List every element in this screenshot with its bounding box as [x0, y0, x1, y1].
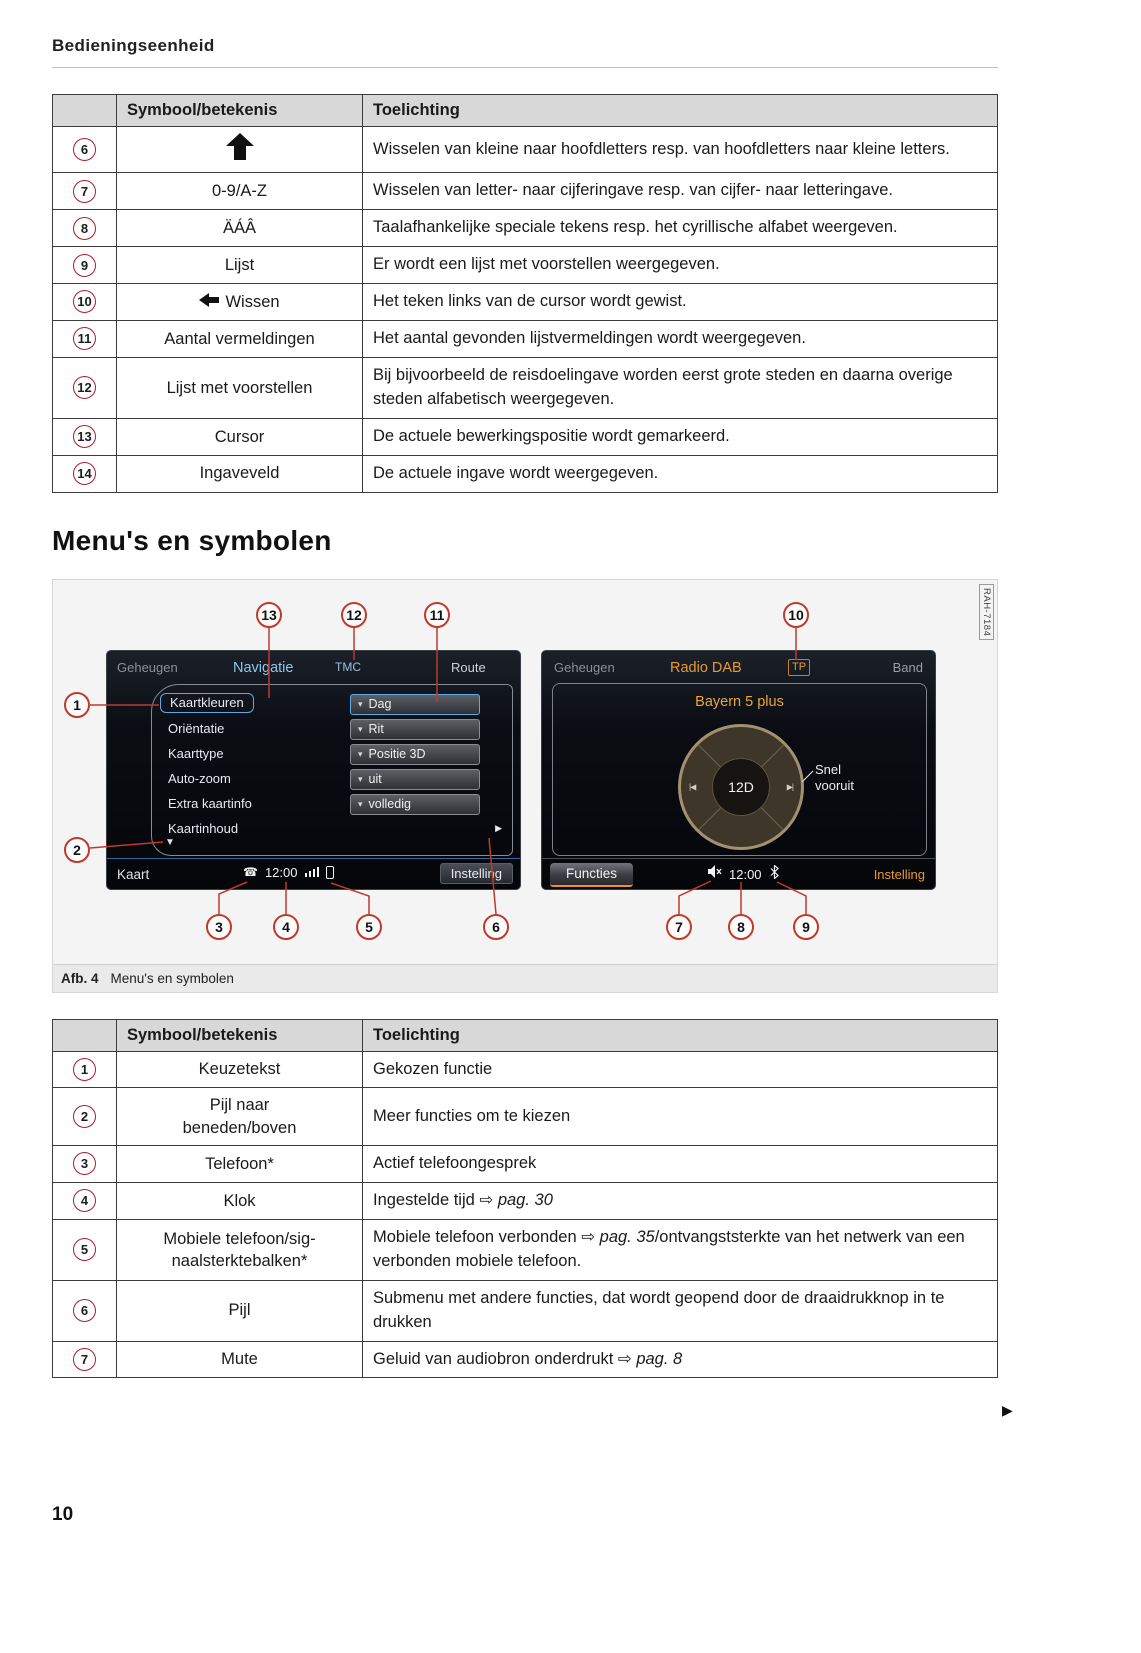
symbol-cell: Cursor — [117, 418, 363, 455]
header-explanation: Toelichting — [363, 95, 998, 127]
table-row — [53, 1341, 998, 1378]
symbol-cell: Pijl — [117, 1280, 363, 1341]
item-number: 6 — [73, 138, 96, 161]
previous-track-icon — [689, 782, 695, 791]
shift-up-arrow-icon — [225, 146, 255, 164]
callout-1: 1 — [64, 692, 90, 718]
callout-12: 12 — [341, 602, 367, 628]
item-number: 8 — [73, 217, 96, 240]
table-header-row — [53, 1019, 998, 1051]
menu-label: Extra kaartinfo — [168, 795, 252, 811]
explanation-cell: De actuele ingave wordt weergegeven. — [363, 455, 998, 492]
item-number: 9 — [73, 254, 96, 277]
tab-geheugen: Geheugen — [117, 659, 178, 675]
header-symbol: Symbool/betekenis — [117, 1019, 363, 1051]
symbol-cell: Mobiele telefoon/sig-naalsterktebalken* — [117, 1219, 363, 1280]
status-cluster — [243, 865, 334, 880]
tab-route: Route — [451, 659, 486, 675]
submenu-arrow-icon — [495, 823, 502, 834]
mute-icon — [708, 865, 722, 883]
header-explanation: Toelichting — [363, 1019, 998, 1051]
table-row — [53, 418, 998, 455]
symbol-label: Wissen — [225, 292, 280, 311]
explanation-text: /ontvangststerkte van het netwerk van een verbonden mobiele telefoon. — [373, 1227, 965, 1270]
symbol-cell: Lijst — [117, 247, 363, 284]
softkey-instelling: Instelling — [873, 866, 925, 882]
figure-caption-text: Menu's en symbolen — [110, 970, 234, 986]
callout-4: 4 — [273, 914, 299, 940]
scroll-down-arrow-icon — [165, 837, 175, 848]
station-name: Bayern 5 plus — [695, 693, 784, 710]
tab-tmc: TMC — [335, 659, 361, 674]
table-row — [53, 357, 998, 418]
menu-value-dropdown: ▾ volledig — [350, 794, 480, 815]
continuation-arrow-icon: ▶ — [1002, 1402, 1013, 1418]
header-empty — [53, 95, 117, 127]
callout-8: 8 — [728, 914, 754, 940]
mmi-radio-screen — [541, 650, 936, 890]
table-row — [53, 210, 998, 247]
symbol-cell: ÄÁÂ — [117, 210, 363, 247]
page-content — [52, 36, 998, 1378]
table-row — [53, 173, 998, 210]
section-title: Menu's en symbolen — [52, 524, 332, 556]
header-empty — [53, 1019, 117, 1051]
symbol-cell: Klok — [117, 1182, 363, 1219]
table-row — [53, 1182, 998, 1219]
menu-label: Auto-zoom — [168, 770, 231, 786]
item-number: 14 — [73, 462, 96, 485]
tab-band: Band — [892, 659, 923, 675]
menu-row — [152, 768, 512, 793]
item-number: 11 — [73, 327, 96, 350]
softkey-instelling: Instelling — [440, 863, 513, 884]
item-number: 13 — [73, 425, 96, 448]
explanation-text: Gekozen functie — [373, 1059, 493, 1078]
menu-label: Oriëntatie — [168, 720, 225, 736]
callout-5: 5 — [356, 914, 382, 940]
symbol-cell: Mute — [117, 1341, 363, 1378]
table-row — [53, 320, 998, 357]
callout-7: 7 — [666, 914, 692, 940]
menu-value-dropdown: ▾ Dag — [350, 694, 480, 715]
callout-3: 3 — [206, 914, 232, 940]
explanation-text: Meer functies om te kiezen — [373, 1106, 571, 1125]
symbol-cell: 0-9/A-Z — [117, 173, 363, 210]
callout-9: 9 — [793, 914, 819, 940]
symbols-table-2 — [52, 1019, 998, 1379]
tp-badge: TP — [788, 659, 810, 676]
explanation-text: Ingestelde tijd ⇨ — [373, 1190, 498, 1209]
item-number: 6 — [73, 1299, 96, 1322]
callout-11: 11 — [424, 602, 450, 628]
figure-menus-symbols — [52, 579, 998, 993]
explanation-text: Geluid van audiobron onderdrukt ⇨ — [373, 1349, 637, 1368]
item-number: 7 — [73, 180, 96, 203]
menu-row — [152, 743, 512, 768]
menu-row-selected — [152, 693, 512, 718]
page-number: 10 — [52, 1504, 74, 1525]
callout-2: 2 — [64, 837, 90, 863]
rotary-knob — [678, 724, 804, 850]
menu-label: Kaarttype — [168, 745, 224, 761]
item-number: 2 — [73, 1105, 96, 1128]
explanation-text: Actief telefoongesprek — [373, 1154, 537, 1173]
next-track-icon — [787, 782, 793, 791]
menu-row — [152, 818, 512, 843]
symbol-cell: Lijst met voorstellen — [117, 357, 363, 418]
header-symbol: Symbool/betekenis — [117, 95, 363, 127]
clock-display: 12:00 — [264, 864, 298, 880]
explanation-cell: Bij bijvoorbeeld de reisdoelingave worden eerst grote steden en daarna overige steden alfabetisch weergegeven. — [363, 357, 998, 418]
item-number: 7 — [73, 1348, 96, 1371]
page-reference: pag. 30 — [497, 1190, 553, 1209]
callout-13: 13 — [256, 602, 282, 628]
mobile-phone-icon — [326, 866, 334, 879]
explanation-cell: Taalafhankelijke speciale tekens resp. het cyrillische alfabet weergeven. — [363, 210, 998, 247]
symbol-label: Pijl naar beneden/boven — [182, 1096, 297, 1137]
table-row — [53, 247, 998, 284]
explanation-cell: Wisselen van letter- naar cijferingave resp. van cijfer- naar letteringave. — [363, 173, 998, 210]
explanation-cell: Er wordt een lijst met voorstellen weergegeven. — [363, 247, 998, 284]
table-header-row — [53, 95, 998, 127]
knob-pointer-label: Snel vooruit — [815, 761, 855, 794]
menu-label: Kaartkleuren — [160, 693, 254, 713]
explanation-text: Submenu met andere functies, dat wordt geopend door de draaidrukknop in te drukken — [373, 1288, 945, 1331]
callout-10: 10 — [783, 602, 809, 628]
item-number: 1 — [73, 1058, 96, 1081]
item-number: 4 — [73, 1189, 96, 1212]
preset-label: 12D — [712, 758, 770, 816]
symbol-cell: Keuzetekst — [117, 1051, 363, 1088]
symbol-cell: Ingaveveld — [117, 455, 363, 492]
explanation-cell: Het teken links van de cursor wordt gewist. — [363, 284, 998, 321]
table-row — [53, 284, 998, 321]
page-title: Bedieningseenheid — [52, 36, 998, 68]
phone-icon — [243, 865, 258, 879]
clock-display: 12:00 — [729, 866, 762, 882]
table-row — [53, 1088, 998, 1146]
menu-value-dropdown: ▾ uit — [350, 769, 480, 790]
figure-canvas — [53, 580, 997, 964]
table-row — [53, 1146, 998, 1183]
status-cluster — [708, 865, 780, 884]
page-reference: pag. 8 — [636, 1349, 683, 1368]
symbol-cell: Telefoon* — [117, 1146, 363, 1183]
table-row — [53, 1219, 998, 1280]
menu-row — [152, 793, 512, 818]
page-reference: pag. 35 — [599, 1227, 655, 1246]
mmi-navigation-screen — [106, 650, 521, 890]
radio-panel — [552, 683, 927, 856]
tab-radio-dab-active: Radio DAB — [670, 659, 742, 676]
delete-left-arrow-icon — [199, 291, 219, 313]
figure-caption-label: Afb. 4 — [61, 970, 99, 986]
explanation-cell: Wisselen van kleine naar hoofdletters resp. van hoofdletters naar kleine letters. — [363, 127, 998, 173]
item-number: 5 — [73, 1238, 96, 1261]
table-row — [53, 1051, 998, 1088]
explanation-cell: Het aantal gevonden lijstvermeldingen wordt weergegeven. — [363, 320, 998, 357]
explanation-cell: De actuele bewerkingspositie wordt gemarkeerd. — [363, 418, 998, 455]
table-row — [53, 127, 998, 173]
radio-bottom-bar — [542, 858, 935, 889]
explanation-text: Mobiele telefoon verbonden ⇨ — [373, 1227, 600, 1246]
nav-bottom-bar — [107, 858, 520, 889]
symbols-table-1 — [52, 94, 998, 493]
figure-caption — [53, 964, 997, 992]
menu-value-dropdown: ▾ Positie 3D — [350, 744, 480, 765]
menu-value-dropdown: ▾ Rit — [350, 719, 480, 740]
tab-geheugen: Geheugen — [554, 659, 615, 675]
image-reference-code: RAH-7184 — [979, 584, 994, 640]
symbol-cell: Aantal vermeldingen — [117, 320, 363, 357]
menu-row — [152, 718, 512, 743]
table-row — [53, 455, 998, 492]
menu-label: Kaartinhoud — [168, 820, 239, 836]
bluetooth-icon — [769, 865, 780, 884]
item-number: 3 — [73, 1152, 96, 1175]
signal-bars-icon — [305, 867, 320, 877]
callout-6: 6 — [483, 914, 509, 940]
item-number: 12 — [73, 376, 96, 399]
nav-menu-panel — [151, 684, 513, 856]
table-row — [53, 1280, 998, 1341]
softkey-functies: Functies — [550, 863, 633, 887]
item-number: 10 — [73, 290, 96, 313]
tab-navigatie-active: Navigatie — [233, 659, 294, 676]
softkey-kaart: Kaart — [117, 866, 150, 882]
